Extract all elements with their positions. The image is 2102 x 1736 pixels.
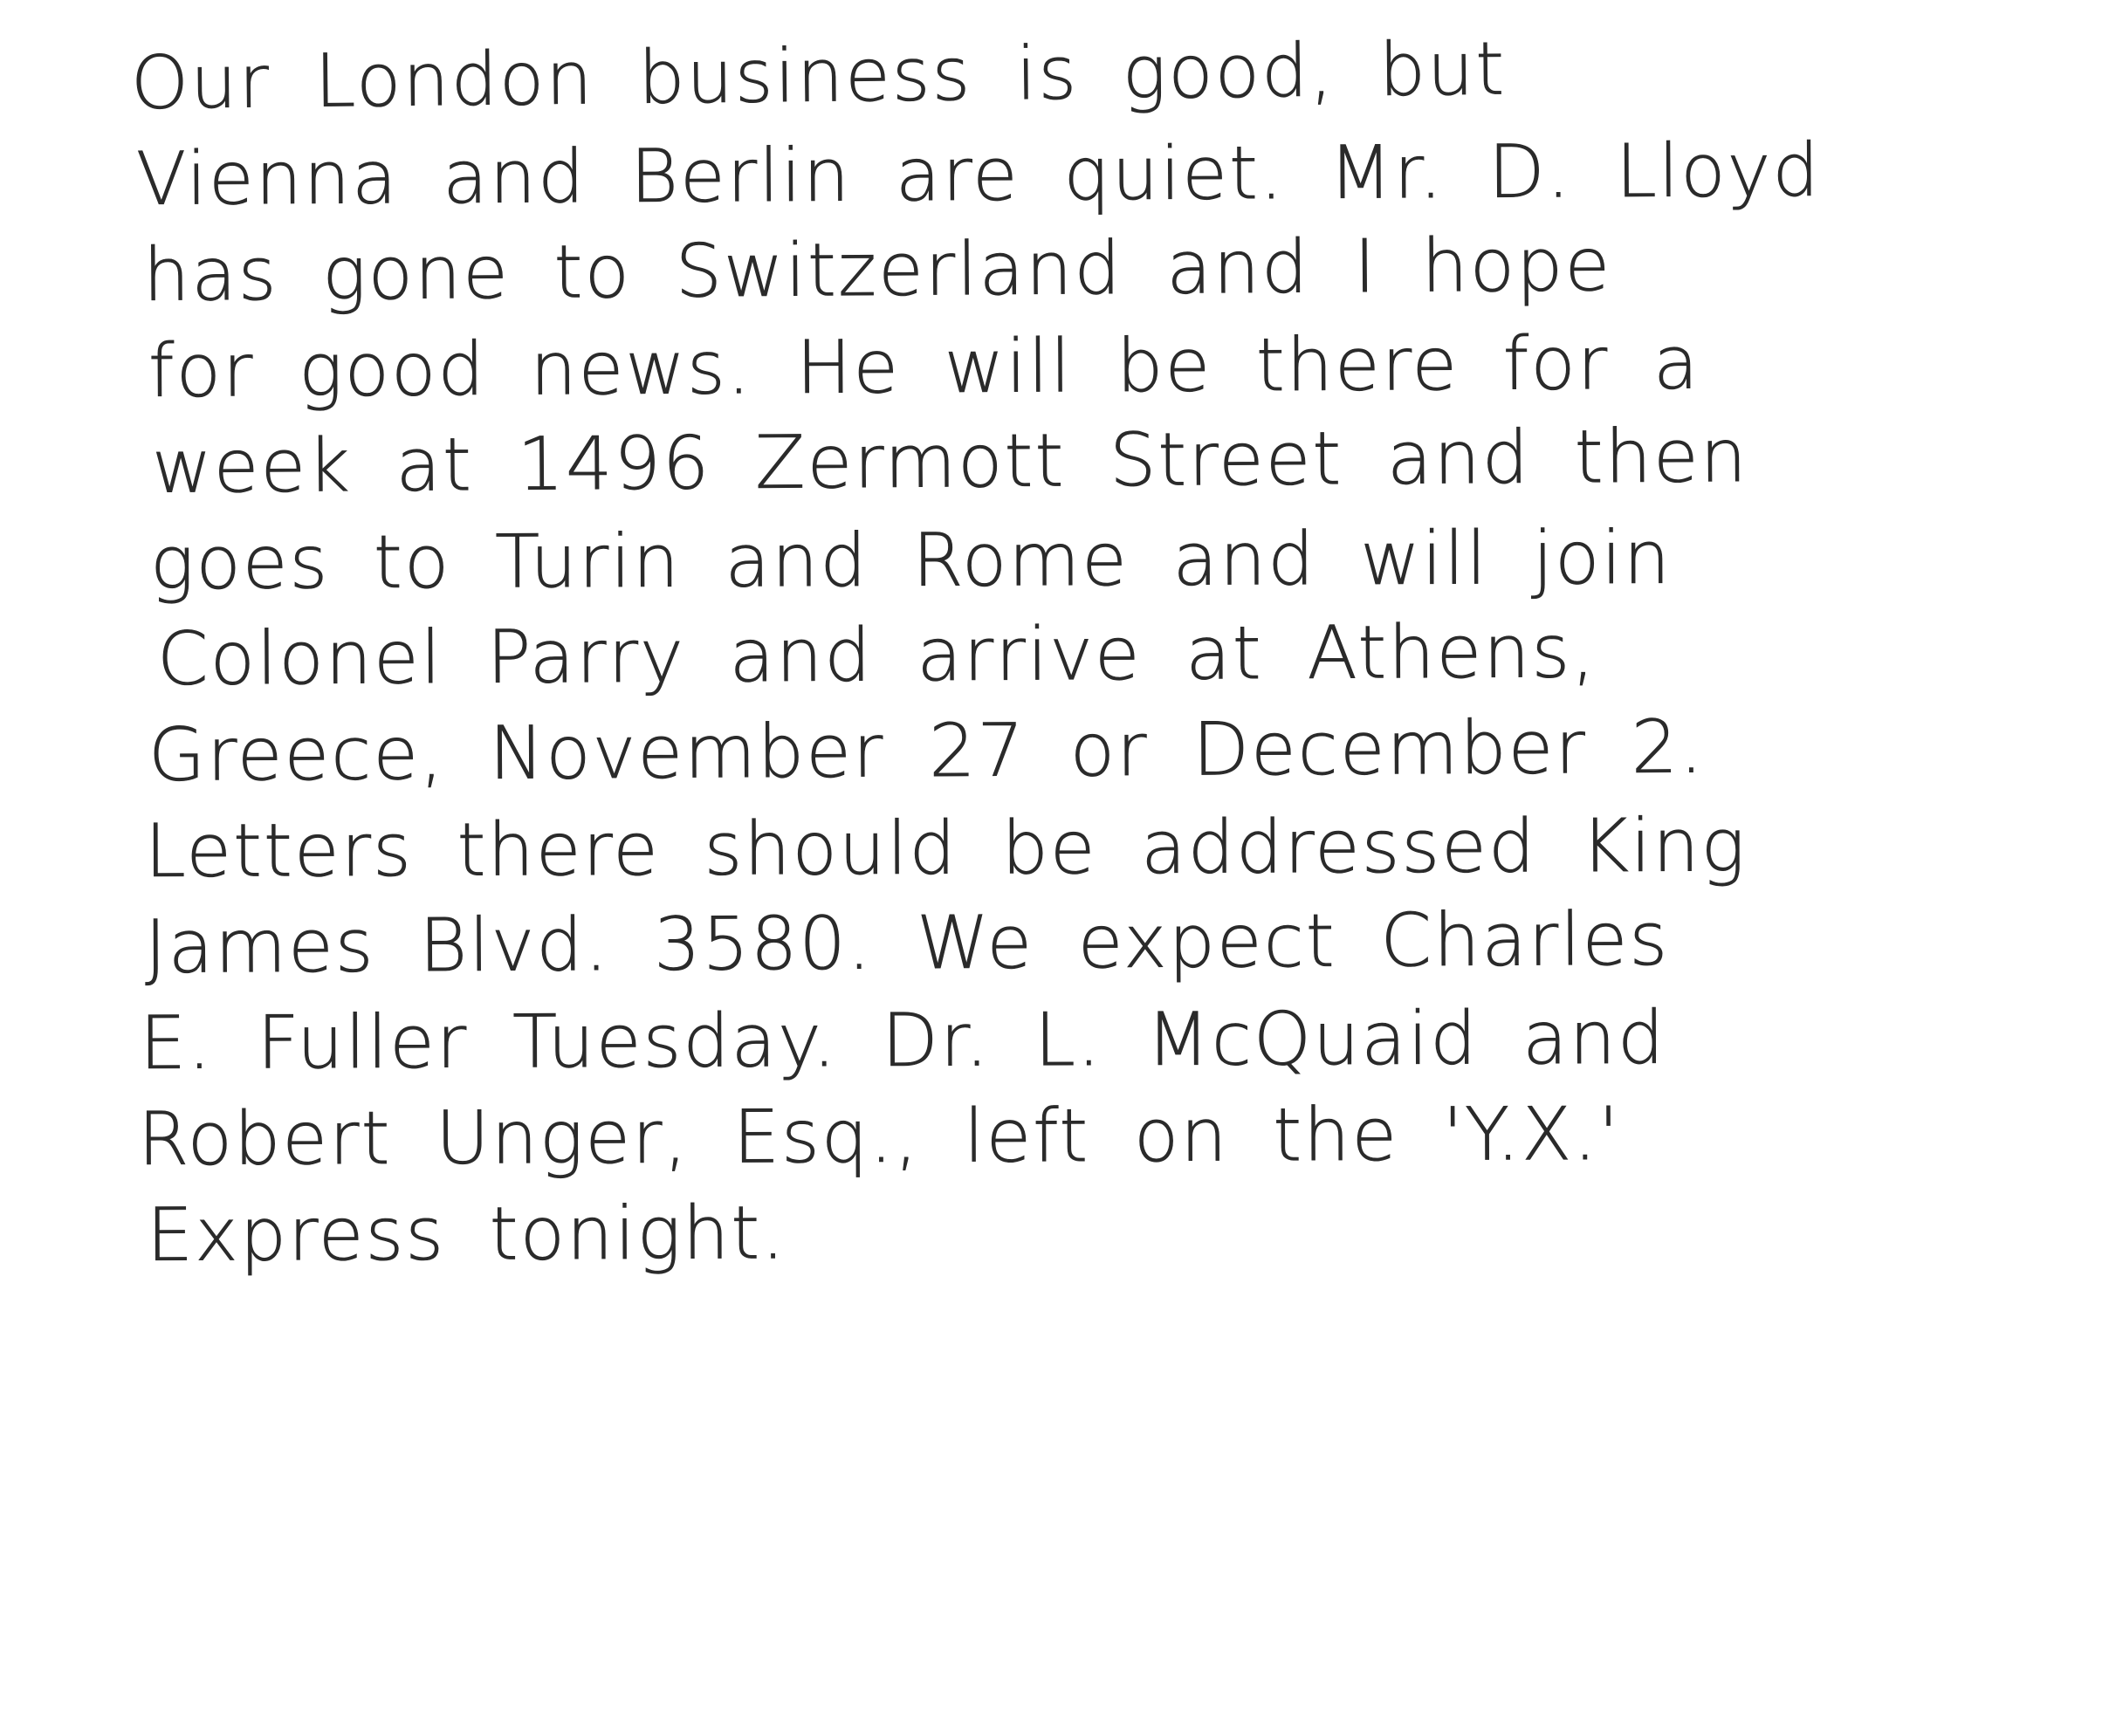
text-line-7: Colonel Parry and arrive at Athens, — [156, 608, 1597, 702]
text-line-5: week at 1496 Zermott Street and then — [151, 413, 1749, 510]
text-line-10: James Blvd. 3580. We expect Charles — [144, 895, 1670, 990]
text-line-1: Our London business is good, but — [130, 25, 1507, 126]
text-line-3: has gone to Switzerland and I hope — [142, 222, 1612, 318]
text-line-11: E. Fuller Tuesday. Dr. L. McQuaid and — [139, 994, 1666, 1086]
text-line-4: for good news. He will be there for a — [148, 319, 1700, 414]
text-line-8: Greece, November 27 or December 2. — [148, 703, 1705, 798]
text-line-9: Letters there should be addressed King — [144, 802, 1748, 894]
text-line-12: Robert Unger, Esq., left on the 'Y.X.' — [137, 1091, 1621, 1182]
handwritten-text-block — [130, 25, 2008, 1283]
text-line-2: Vienna and Berlin are quiet. Mr. D. Lloyd — [135, 127, 1821, 222]
text-line-6: goes to Turin and Rome and will join — [149, 514, 1673, 606]
text-line-13: Express tonight. — [146, 1190, 787, 1278]
